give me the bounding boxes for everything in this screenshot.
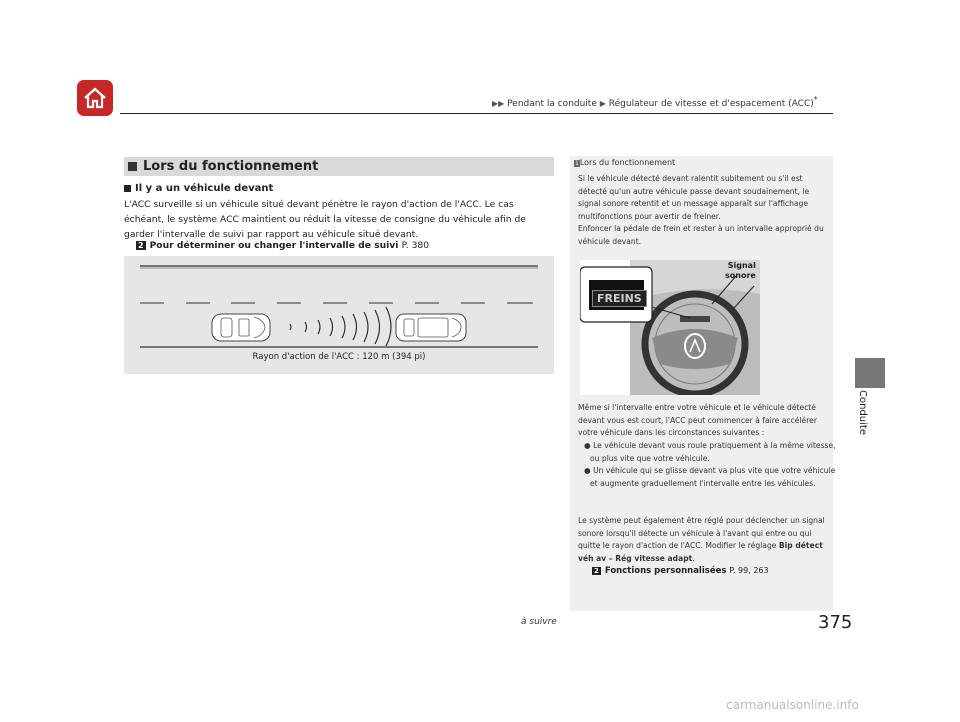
note-paragraph-3: Même si l'intervalle entre votre véhicule et le véhicule détecté devant vous est court, l'ACC peut commencer à faire accélérer votre véhicule dans les circonstances suivantes : <box>578 403 817 438</box>
section-heading <box>124 157 554 176</box>
note-paragraph-4-end: . <box>692 553 695 563</box>
note-bullet-2 <box>578 465 840 490</box>
xref-page: P. 380 <box>401 240 430 251</box>
subheading <box>124 183 273 194</box>
continued-label: à suivre <box>521 617 557 627</box>
reference-arrow-icon: 2 <box>594 567 599 575</box>
bullet-dot-icon: ● <box>584 466 591 475</box>
vehicle-ahead <box>396 314 466 341</box>
xref-label: Pour déterminer ou changer l'intervalle de suivi <box>149 240 399 251</box>
breadcrumb-asterisk: * <box>813 95 818 104</box>
page-number: 375 <box>818 612 853 633</box>
note-title <box>574 158 675 167</box>
chapter-label: Conduite <box>857 390 868 435</box>
note-number-icon: 1 <box>575 160 579 167</box>
sidebar-note <box>570 156 836 611</box>
note-paragraph-1: Si le véhicule détecté devant ralentit subitement ou s'il est détecté qu'un autre véhicule passe devant soudainement, le signal sonore retentit et un message apparaît sur l'affichage multifonctions pour avertir de freiner. <box>578 174 810 221</box>
custom-features-pages: P. 99, 263 <box>729 566 769 575</box>
cross-reference-link[interactable] <box>136 240 429 251</box>
acc-range-illustration <box>124 256 554 374</box>
beep-label-line1: Signal <box>727 261 756 270</box>
home-icon <box>82 86 108 110</box>
square-bullet-icon <box>128 162 137 171</box>
bullet-2-text: Un véhicule qui se glisse devant va plus vite que votre véhicule et augmente graduellement l'intervalle entre les véhicules. <box>590 466 836 488</box>
note-bullet-1 <box>578 440 840 465</box>
square-bullet-icon <box>124 185 131 192</box>
beep-label-line2: sonore <box>725 271 756 280</box>
note-paragraph-4 <box>578 515 828 565</box>
setting-name: Bip détect véh av – Rég vitesse adapt <box>578 541 823 563</box>
brake-warning-message: FREINS <box>592 290 647 307</box>
dashboard-illustration <box>580 260 760 395</box>
own-car <box>212 314 270 341</box>
chapter-tab[interactable] <box>855 358 885 388</box>
breadcrumb-arrow-icon: ▶▶ <box>492 99 505 108</box>
home-button[interactable] <box>77 80 113 116</box>
figure-caption: Rayon d'action de l'ACC : 120 m (394 pi) <box>252 352 426 362</box>
radar-waves <box>290 307 391 346</box>
header-divider <box>120 113 833 114</box>
section-title: Lors du fonctionnement <box>143 159 319 174</box>
bullet-1-text: Le véhicule devant vous roule pratiquement à la même vitesse, ou plus vite que votre véhicule. <box>590 441 836 463</box>
note-paragraph-2: Enfoncer la pédale de frein et rester à un intervalle approprié du véhicule devant. <box>578 224 824 246</box>
breadcrumb-item-acc[interactable]: Régulateur de vitesse et d'espacement (ACC) <box>608 99 814 109</box>
body-paragraph: L'ACC surveille si un véhicule situé devant pénètre le rayon d'action de l'ACC. Le cas échéant, le système ACC maintient ou réduit la vitesse de consigne du véhicule afin de garder l'intervalle de suivi par rapport au véhicule situé devant. <box>124 199 526 240</box>
note-title-text: Lors du fonctionnement <box>579 158 676 167</box>
breadcrumb-item-driving[interactable]: Pendant la conduite <box>507 99 597 109</box>
custom-features-link[interactable] <box>592 566 769 576</box>
note-paragraph-4-text: Le système peut également être réglé pour déclencher un signal sonore lorsqu'il détecte un véhicule à l'avant qui entre ou qui quitte le rayon d'action de l'ACC. Modifier le réglage <box>578 516 825 551</box>
breadcrumb-arrow-icon: ▶ <box>599 99 606 108</box>
custom-features-label: Fonctions personnalisées <box>604 566 727 576</box>
bullet-dot-icon: ● <box>584 441 591 450</box>
reference-arrow-icon: 2 <box>138 241 144 250</box>
breadcrumb <box>492 95 818 109</box>
beep-label <box>725 261 756 281</box>
subheading-text: Il y a un véhicule devant <box>135 183 274 194</box>
watermark: carmanualsonline.info <box>726 698 859 712</box>
